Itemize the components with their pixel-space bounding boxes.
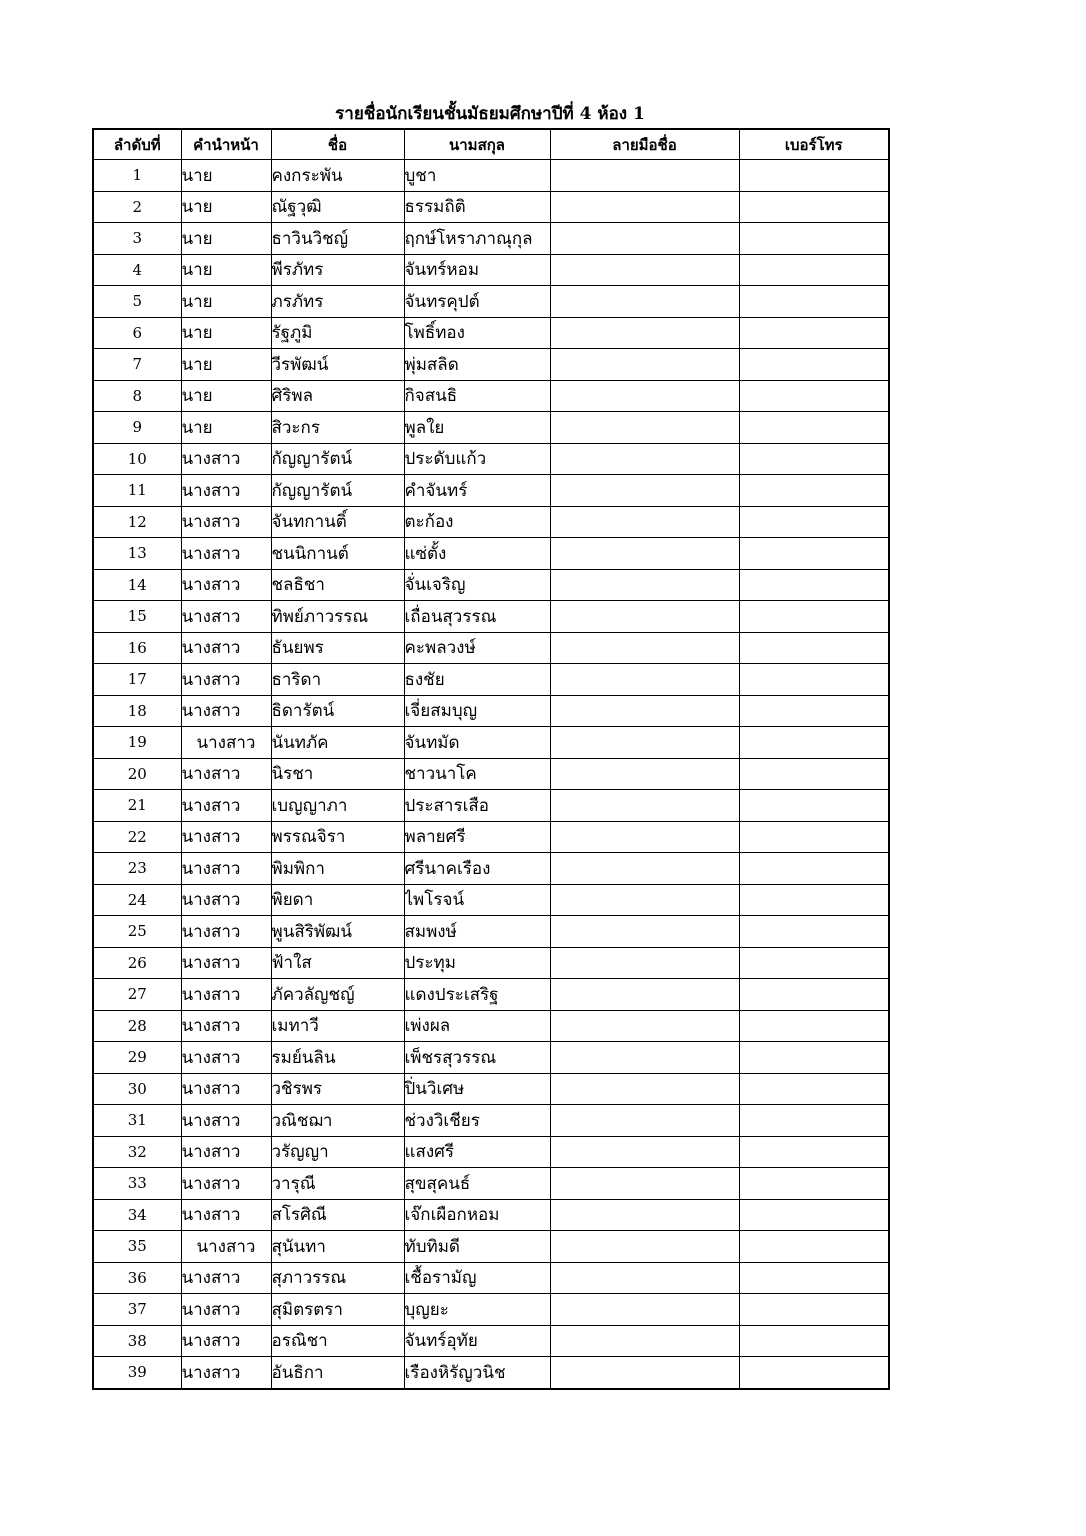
table-row — [93, 1262, 889, 1294]
row-first-name: เบญญาภา — [271, 790, 404, 822]
row-last-name: จันทมัด — [404, 727, 550, 759]
row-phone-cell[interactable] — [739, 601, 889, 633]
row-prefix: นาย — [181, 191, 271, 223]
row-last-name: คะพลวงษ์ — [404, 632, 550, 664]
row-signature-cell[interactable] — [550, 317, 739, 349]
row-last-name: โพธิ์ทอง — [404, 317, 550, 349]
row-signature-cell[interactable] — [550, 191, 739, 223]
row-last-name: เถื่อนสุวรรณ — [404, 601, 550, 633]
row-phone-cell[interactable] — [739, 1294, 889, 1326]
row-last-name: เพ่งผล — [404, 1010, 550, 1042]
row-signature-cell[interactable] — [550, 412, 739, 444]
row-first-name: ชลธิชา — [271, 569, 404, 601]
row-phone-cell[interactable] — [739, 191, 889, 223]
table-row — [93, 1073, 889, 1105]
row-number: 27 — [93, 979, 181, 1011]
row-signature-cell[interactable] — [550, 601, 739, 633]
row-phone-cell[interactable] — [739, 286, 889, 318]
table-row — [93, 317, 889, 349]
row-number: 25 — [93, 916, 181, 948]
table-row — [93, 1325, 889, 1357]
table-row — [93, 569, 889, 601]
row-prefix: นางสาว — [181, 821, 271, 853]
header-first-name: ชื่อ — [271, 129, 404, 160]
header-phone: เบอร์โทร — [739, 129, 889, 160]
row-phone-cell[interactable] — [739, 1073, 889, 1105]
row-number: 9 — [93, 412, 181, 444]
row-signature-cell[interactable] — [550, 506, 739, 538]
row-prefix: นางสาว — [181, 443, 271, 475]
row-prefix: นางสาว — [181, 1294, 271, 1326]
row-prefix: นางสาว — [181, 1262, 271, 1294]
row-number: 29 — [93, 1042, 181, 1074]
table-row — [93, 790, 889, 822]
table-row — [93, 947, 889, 979]
row-last-name: ชาวนาโค — [404, 758, 550, 790]
row-prefix: นางสาว — [181, 538, 271, 570]
row-last-name: เพ็ชรสุวรรณ — [404, 1042, 550, 1074]
row-phone-cell[interactable] — [739, 1325, 889, 1357]
row-prefix: นางสาว — [181, 1042, 271, 1074]
table-row — [93, 443, 889, 475]
row-first-name: ณัฐวุฒิ — [271, 191, 404, 223]
row-last-name: ศรีนาคเรือง — [404, 853, 550, 885]
table-header-row — [93, 129, 889, 160]
row-phone-cell[interactable] — [739, 1357, 889, 1389]
row-phone-cell[interactable] — [739, 1136, 889, 1168]
header-no: ลำดับที่ — [93, 129, 181, 160]
row-first-name: ภัควลัญชญ์ — [271, 979, 404, 1011]
row-number: 36 — [93, 1262, 181, 1294]
row-last-name: พุ่มสลิด — [404, 349, 550, 381]
row-phone-cell[interactable] — [739, 443, 889, 475]
row-first-name: อรณิชา — [271, 1325, 404, 1357]
row-number: 33 — [93, 1168, 181, 1200]
row-first-name: รมย์นลิน — [271, 1042, 404, 1074]
row-signature-cell[interactable] — [550, 1073, 739, 1105]
row-number: 26 — [93, 947, 181, 979]
row-prefix: นางสาว — [181, 1325, 271, 1357]
row-last-name: เชื้อรามัญ — [404, 1262, 550, 1294]
row-first-name: พิยดา — [271, 884, 404, 916]
header-prefix: คำนำหน้า — [181, 129, 271, 160]
row-last-name: ธงชัย — [404, 664, 550, 696]
row-first-name: พีรภัทร — [271, 254, 404, 286]
header-signature: ลายมือชื่อ — [550, 129, 739, 160]
row-signature-cell[interactable] — [550, 1262, 739, 1294]
row-first-name: นิรชา — [271, 758, 404, 790]
row-signature-cell[interactable] — [550, 380, 739, 412]
row-prefix: นางสาว — [181, 601, 271, 633]
table-row — [93, 821, 889, 853]
row-number: 19 — [93, 727, 181, 759]
row-first-name: เมทาวี — [271, 1010, 404, 1042]
row-number: 6 — [93, 317, 181, 349]
row-number: 37 — [93, 1294, 181, 1326]
table-row — [93, 223, 889, 255]
row-signature-cell[interactable] — [550, 758, 739, 790]
row-signature-cell[interactable] — [550, 538, 739, 570]
row-number: 31 — [93, 1105, 181, 1137]
row-last-name: ช่วงวิเชียร — [404, 1105, 550, 1137]
row-signature-cell[interactable] — [550, 947, 739, 979]
row-first-name: ธิดารัตน์ — [271, 695, 404, 727]
row-last-name: ตะก้อง — [404, 506, 550, 538]
row-signature-cell[interactable] — [550, 1199, 739, 1231]
row-first-name: ชนนิกานต์ — [271, 538, 404, 570]
row-phone-cell[interactable] — [739, 664, 889, 696]
row-phone-cell[interactable] — [739, 947, 889, 979]
row-number: 12 — [93, 506, 181, 538]
row-signature-cell[interactable] — [550, 695, 739, 727]
header-last-name: นามสกุล — [404, 129, 550, 160]
row-prefix: นาย — [181, 412, 271, 444]
row-number: 23 — [93, 853, 181, 885]
table-row — [93, 380, 889, 412]
row-signature-cell[interactable] — [550, 727, 739, 759]
row-number: 30 — [93, 1073, 181, 1105]
table-row — [93, 349, 889, 381]
row-signature-cell[interactable] — [550, 979, 739, 1011]
row-signature-cell[interactable] — [550, 821, 739, 853]
row-first-name: คงกระพัน — [271, 160, 404, 192]
row-signature-cell[interactable] — [550, 916, 739, 948]
row-phone-cell[interactable] — [739, 538, 889, 570]
row-first-name: อันธิกา — [271, 1357, 404, 1389]
table-row — [93, 254, 889, 286]
row-last-name: เจี่ยสมบุญ — [404, 695, 550, 727]
row-prefix: นาย — [181, 286, 271, 318]
table-row — [93, 632, 889, 664]
row-prefix: นาย — [181, 223, 271, 255]
row-number: 35 — [93, 1231, 181, 1263]
row-last-name: ประดับแก้ว — [404, 443, 550, 475]
row-prefix: นางสาว — [181, 695, 271, 727]
row-number: 14 — [93, 569, 181, 601]
row-signature-cell[interactable] — [550, 349, 739, 381]
row-last-name: ประทุม — [404, 947, 550, 979]
row-number: 38 — [93, 1325, 181, 1357]
table-row — [93, 160, 889, 192]
table-row — [93, 979, 889, 1011]
row-last-name: เจ๊กเผือกหอม — [404, 1199, 550, 1231]
page-title: รายชื่อนักเรียนชั้นมัธยมศึกษาปีที่ 4 ห้อง 1 — [335, 104, 645, 124]
row-phone-cell[interactable] — [739, 254, 889, 286]
row-prefix: นางสาว — [181, 758, 271, 790]
row-phone-cell[interactable] — [739, 790, 889, 822]
row-number: 4 — [93, 254, 181, 286]
row-number: 21 — [93, 790, 181, 822]
row-prefix: นาย — [181, 317, 271, 349]
row-first-name: กัญญารัตน์ — [271, 443, 404, 475]
row-first-name: พิมพิกา — [271, 853, 404, 885]
row-first-name: ธันยพร — [271, 632, 404, 664]
table-row — [93, 727, 889, 759]
row-last-name: ปิ่นวิเศษ — [404, 1073, 550, 1105]
row-signature-cell[interactable] — [550, 664, 739, 696]
row-first-name: วารุณี — [271, 1168, 404, 1200]
row-first-name: สุภาวรรณ — [271, 1262, 404, 1294]
row-phone-cell[interactable] — [739, 1042, 889, 1074]
row-first-name: นันทภัค — [271, 727, 404, 759]
row-phone-cell[interactable] — [739, 1105, 889, 1137]
roster-body — [93, 160, 889, 1389]
row-prefix: นางสาว — [181, 979, 271, 1011]
row-last-name: แสงศรี — [404, 1136, 550, 1168]
row-number: 10 — [93, 443, 181, 475]
row-phone-cell[interactable] — [739, 223, 889, 255]
row-signature-cell[interactable] — [550, 1294, 739, 1326]
table-row — [93, 1105, 889, 1137]
table-row — [93, 916, 889, 948]
row-phone-cell[interactable] — [739, 1199, 889, 1231]
row-last-name: บุญยะ — [404, 1294, 550, 1326]
row-number: 11 — [93, 475, 181, 507]
row-phone-cell[interactable] — [739, 979, 889, 1011]
row-first-name: สุมิตรตรา — [271, 1294, 404, 1326]
row-prefix: นาย — [181, 349, 271, 381]
row-number: 8 — [93, 380, 181, 412]
row-signature-cell[interactable] — [550, 1105, 739, 1137]
table-row — [93, 506, 889, 538]
row-signature-cell[interactable] — [550, 1325, 739, 1357]
row-number: 22 — [93, 821, 181, 853]
table-row — [93, 1042, 889, 1074]
table-row — [93, 1010, 889, 1042]
row-prefix: นางสาว — [181, 1010, 271, 1042]
row-phone-cell[interactable] — [739, 412, 889, 444]
row-first-name: สโรศิณี — [271, 1199, 404, 1231]
row-first-name: วณิชฌา — [271, 1105, 404, 1137]
row-signature-cell[interactable] — [550, 223, 739, 255]
row-number: 24 — [93, 884, 181, 916]
row-prefix: นาย — [181, 254, 271, 286]
table-row — [93, 601, 889, 633]
row-number: 1 — [93, 160, 181, 192]
row-number: 5 — [93, 286, 181, 318]
row-prefix: นางสาว — [181, 1073, 271, 1105]
row-first-name: วรัญญา — [271, 1136, 404, 1168]
row-number: 34 — [93, 1199, 181, 1231]
row-number: 39 — [93, 1357, 181, 1389]
row-phone-cell[interactable] — [739, 916, 889, 948]
row-signature-cell[interactable] — [550, 632, 739, 664]
row-prefix: นางสาว — [181, 853, 271, 885]
table-row — [93, 1231, 889, 1263]
row-signature-cell[interactable] — [550, 1136, 739, 1168]
row-number: 32 — [93, 1136, 181, 1168]
row-signature-cell[interactable] — [550, 1010, 739, 1042]
table-row — [93, 1168, 889, 1200]
row-number: 13 — [93, 538, 181, 570]
row-first-name: กัญญารัตน์ — [271, 475, 404, 507]
row-first-name: พรรณจิรา — [271, 821, 404, 853]
row-signature-cell[interactable] — [550, 853, 739, 885]
row-prefix: นางสาว — [181, 790, 271, 822]
row-signature-cell[interactable] — [550, 1042, 739, 1074]
row-last-name: สมพงษ์ — [404, 916, 550, 948]
table-row — [93, 412, 889, 444]
row-prefix: นางสาว — [181, 569, 271, 601]
table-row — [93, 191, 889, 223]
row-phone-cell[interactable] — [739, 1262, 889, 1294]
row-phone-cell[interactable] — [739, 695, 889, 727]
table-row — [93, 853, 889, 885]
table-row — [93, 1136, 889, 1168]
row-first-name: วีรพัฒน์ — [271, 349, 404, 381]
row-last-name: แซ่ตั้ง — [404, 538, 550, 570]
table-row — [93, 695, 889, 727]
row-phone-cell[interactable] — [739, 380, 889, 412]
row-last-name: จั่นเจริญ — [404, 569, 550, 601]
row-last-name: จันทร์อุทัย — [404, 1325, 550, 1357]
row-signature-cell[interactable] — [550, 1168, 739, 1200]
row-last-name: จันทรคุปต์ — [404, 286, 550, 318]
row-first-name: ศิริพล — [271, 380, 404, 412]
row-last-name: พูลใย — [404, 412, 550, 444]
row-last-name: คำจันทร์ — [404, 475, 550, 507]
table-row — [93, 1199, 889, 1231]
row-phone-cell[interactable] — [739, 632, 889, 664]
row-prefix: นางสาว — [181, 947, 271, 979]
row-phone-cell[interactable] — [739, 727, 889, 759]
row-phone-cell[interactable] — [739, 884, 889, 916]
row-last-name: เรืองหิรัญวนิช — [404, 1357, 550, 1389]
row-signature-cell[interactable] — [550, 160, 739, 192]
row-first-name: วชิรพร — [271, 1073, 404, 1105]
row-phone-cell[interactable] — [739, 317, 889, 349]
row-number: 15 — [93, 601, 181, 633]
row-last-name: พลายศรี — [404, 821, 550, 853]
row-phone-cell[interactable] — [739, 1168, 889, 1200]
row-signature-cell[interactable] — [550, 286, 739, 318]
row-number: 2 — [93, 191, 181, 223]
student-roster-table — [92, 128, 890, 1390]
row-signature-cell[interactable] — [550, 884, 739, 916]
row-number: 28 — [93, 1010, 181, 1042]
row-prefix: นางสาว — [181, 916, 271, 948]
row-last-name: กิจสนธิ — [404, 380, 550, 412]
row-prefix: นางสาว — [181, 632, 271, 664]
row-last-name: ฤกษ์โหราภาณุกุล — [404, 223, 550, 255]
row-prefix: นางสาว — [181, 664, 271, 696]
row-phone-cell[interactable] — [739, 506, 889, 538]
row-first-name: พูนสิริพัฒน์ — [271, 916, 404, 948]
row-number: 20 — [93, 758, 181, 790]
row-prefix: นางสาว — [181, 506, 271, 538]
table-row — [93, 664, 889, 696]
row-first-name: จันทกานติ์ — [271, 506, 404, 538]
row-first-name: ทิพย์ภาวรรณ — [271, 601, 404, 633]
row-phone-cell[interactable] — [739, 160, 889, 192]
row-first-name: รัฐภูมิ — [271, 317, 404, 349]
row-number: 16 — [93, 632, 181, 664]
row-signature-cell[interactable] — [550, 1357, 739, 1389]
row-first-name: ธาวินวิชญ์ — [271, 223, 404, 255]
row-number: 3 — [93, 223, 181, 255]
row-number: 7 — [93, 349, 181, 381]
row-number: 17 — [93, 664, 181, 696]
row-last-name: จันทร์หอม — [404, 254, 550, 286]
row-signature-cell[interactable] — [550, 475, 739, 507]
row-prefix: นางสาว — [181, 727, 271, 759]
row-last-name: สุขสุคนธ์ — [404, 1168, 550, 1200]
table-row — [93, 538, 889, 570]
row-first-name: ธาริดา — [271, 664, 404, 696]
row-prefix: นาย — [181, 160, 271, 192]
row-prefix: นางสาว — [181, 1199, 271, 1231]
row-signature-cell[interactable] — [550, 443, 739, 475]
row-signature-cell[interactable] — [550, 569, 739, 601]
row-signature-cell[interactable] — [550, 1231, 739, 1263]
row-phone-cell[interactable] — [739, 758, 889, 790]
table-row — [93, 1294, 889, 1326]
table-row — [93, 1357, 889, 1389]
row-prefix: นางสาว — [181, 475, 271, 507]
row-first-name: ฟ้าใส — [271, 947, 404, 979]
row-last-name: ทับทิมดี — [404, 1231, 550, 1263]
row-first-name: สุนันทา — [271, 1231, 404, 1263]
row-phone-cell[interactable] — [739, 1010, 889, 1042]
table-row — [93, 475, 889, 507]
row-prefix: นางสาว — [181, 1357, 271, 1389]
row-phone-cell[interactable] — [739, 1231, 889, 1263]
row-prefix: นาย — [181, 380, 271, 412]
row-signature-cell[interactable] — [550, 790, 739, 822]
row-phone-cell[interactable] — [739, 475, 889, 507]
row-signature-cell[interactable] — [550, 254, 739, 286]
row-last-name: ประสารเสือ — [404, 790, 550, 822]
table-row — [93, 884, 889, 916]
row-prefix: นางสาว — [181, 1136, 271, 1168]
row-number: 18 — [93, 695, 181, 727]
row-last-name: ไพโรจน์ — [404, 884, 550, 916]
row-prefix: นางสาว — [181, 1168, 271, 1200]
table-row — [93, 286, 889, 318]
row-prefix: นางสาว — [181, 1231, 271, 1263]
row-prefix: นางสาว — [181, 884, 271, 916]
row-prefix: นางสาว — [181, 1105, 271, 1137]
row-first-name: ภรภัทร — [271, 286, 404, 318]
row-last-name: แดงประเสริฐ — [404, 979, 550, 1011]
table-row — [93, 758, 889, 790]
row-last-name: ธรรมถิติ — [404, 191, 550, 223]
row-phone-cell[interactable] — [739, 569, 889, 601]
row-first-name: สิวะกร — [271, 412, 404, 444]
row-phone-cell[interactable] — [739, 349, 889, 381]
row-last-name: บูชา — [404, 160, 550, 192]
row-phone-cell[interactable] — [739, 821, 889, 853]
row-phone-cell[interactable] — [739, 853, 889, 885]
